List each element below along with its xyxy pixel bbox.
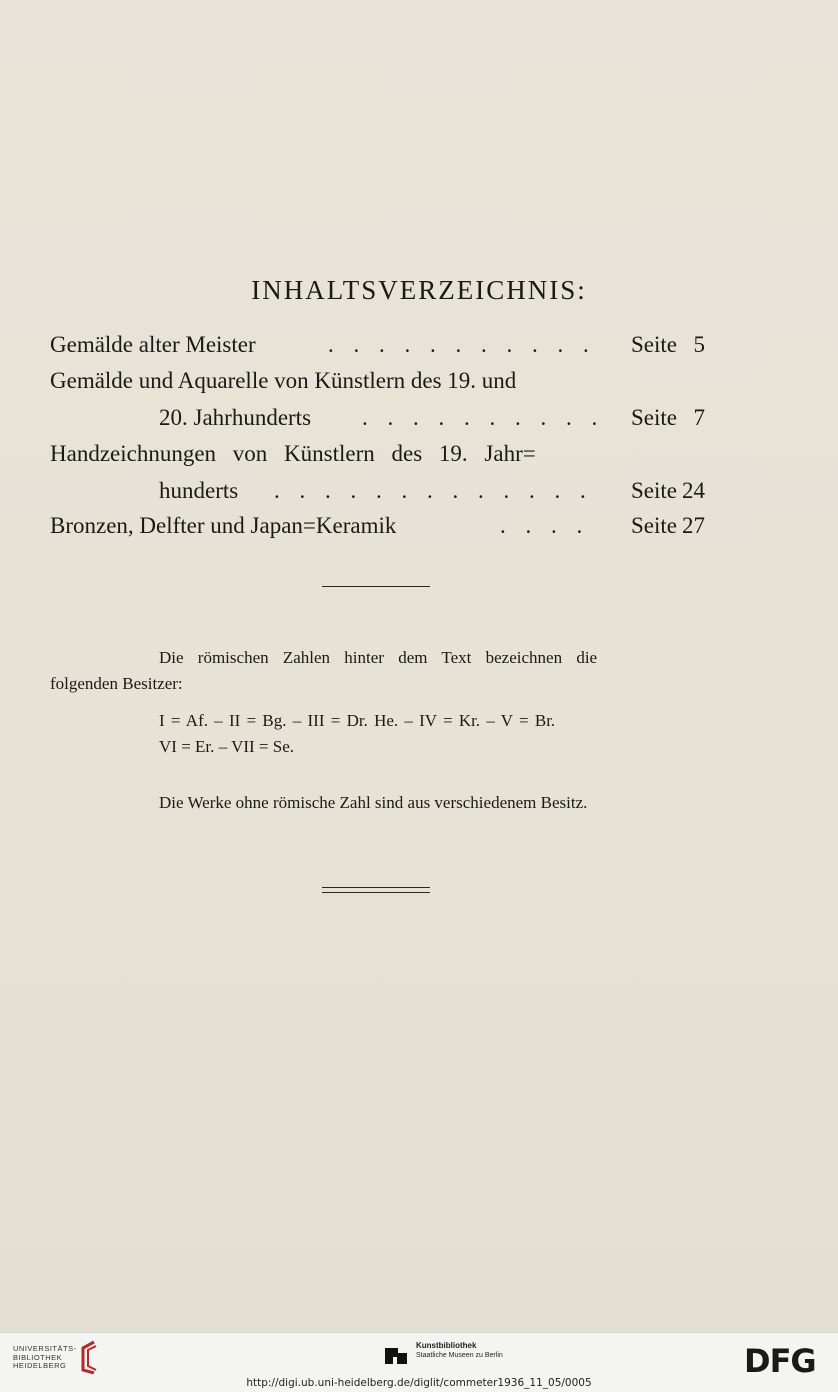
toc-page-ref: Seite 5 [631, 332, 705, 357]
toc-page-ref: Seite 7 [631, 405, 705, 430]
toc-entry-text: Gemälde und Aquarelle von Künstlern des 19. und [50, 368, 517, 393]
toc-entry-handzeichnungen [50, 441, 705, 511]
toc-page-ref: Seite 24 [631, 478, 705, 503]
toc-leader-dots: . . . . . . . . . . [362, 405, 605, 430]
toc-entry-text: Gemälde alter Meister [50, 332, 256, 357]
toc-entry-bronzen [50, 513, 705, 545]
owners-intro: Die römischen Zahlen hinter dem Text bezeichnen die [159, 648, 598, 667]
ub-heidelberg-label: UNIVERSITÄTS- BIBLIOTHEK HEIDELBERG [13, 1344, 77, 1370]
toc-page-ref: Seite 27 [631, 513, 705, 538]
section-divider [322, 586, 430, 587]
note-text: Die Werke ohne römische Zahl sind aus verschiedenem Besitz. [159, 793, 588, 812]
dfg-logo: DFG [744, 1342, 816, 1380]
toc-leader-dots: . . . . . . . . . . . . . [274, 478, 593, 503]
toc-entry-text: Bronzen, Delfter und Japan=Keramik [50, 513, 397, 538]
toc-entry-text-continued: hunderts [159, 478, 239, 503]
page-url[interactable]: http://digi.ub.uni-heidelberg.de/diglit/commeter1936_11_05/0005 [246, 1377, 592, 1389]
owners-list: I = Af. – II = Bg. – III = Dr. He. – IV = Kr. – V = Br. [159, 711, 556, 730]
toc-entry-text-continued: 20. Jahrhunderts [159, 405, 312, 430]
toc-entry-gemaelde-alter-meister [50, 332, 705, 364]
toc-leader-dots: . . . . [500, 513, 590, 538]
page-title: INHALTSVERZEICHNIS: [251, 275, 587, 305]
owners-intro-continued: folgenden Besitzer: [50, 674, 183, 693]
end-divider-top [322, 887, 430, 888]
toc-leader-dots: . . . . . . . . . . . [328, 332, 596, 357]
toc-entry-text: Handzeichnungen von Künstlern des 19. Jahr= [50, 441, 536, 466]
toc-entry-gemaelde-aquarelle [50, 368, 705, 438]
kunstbibliothek-label: Kunstbibliothek Staatliche Museen zu Berlin [416, 1341, 503, 1359]
owners-list-continued: VI = Er. – VII = Se. [159, 737, 295, 756]
end-divider-bottom [322, 892, 430, 893]
kunstbibliothek-logo-icon [385, 1345, 411, 1367]
ub-heidelberg-logo-icon [78, 1340, 100, 1374]
bleed-through [0, 100, 838, 127]
